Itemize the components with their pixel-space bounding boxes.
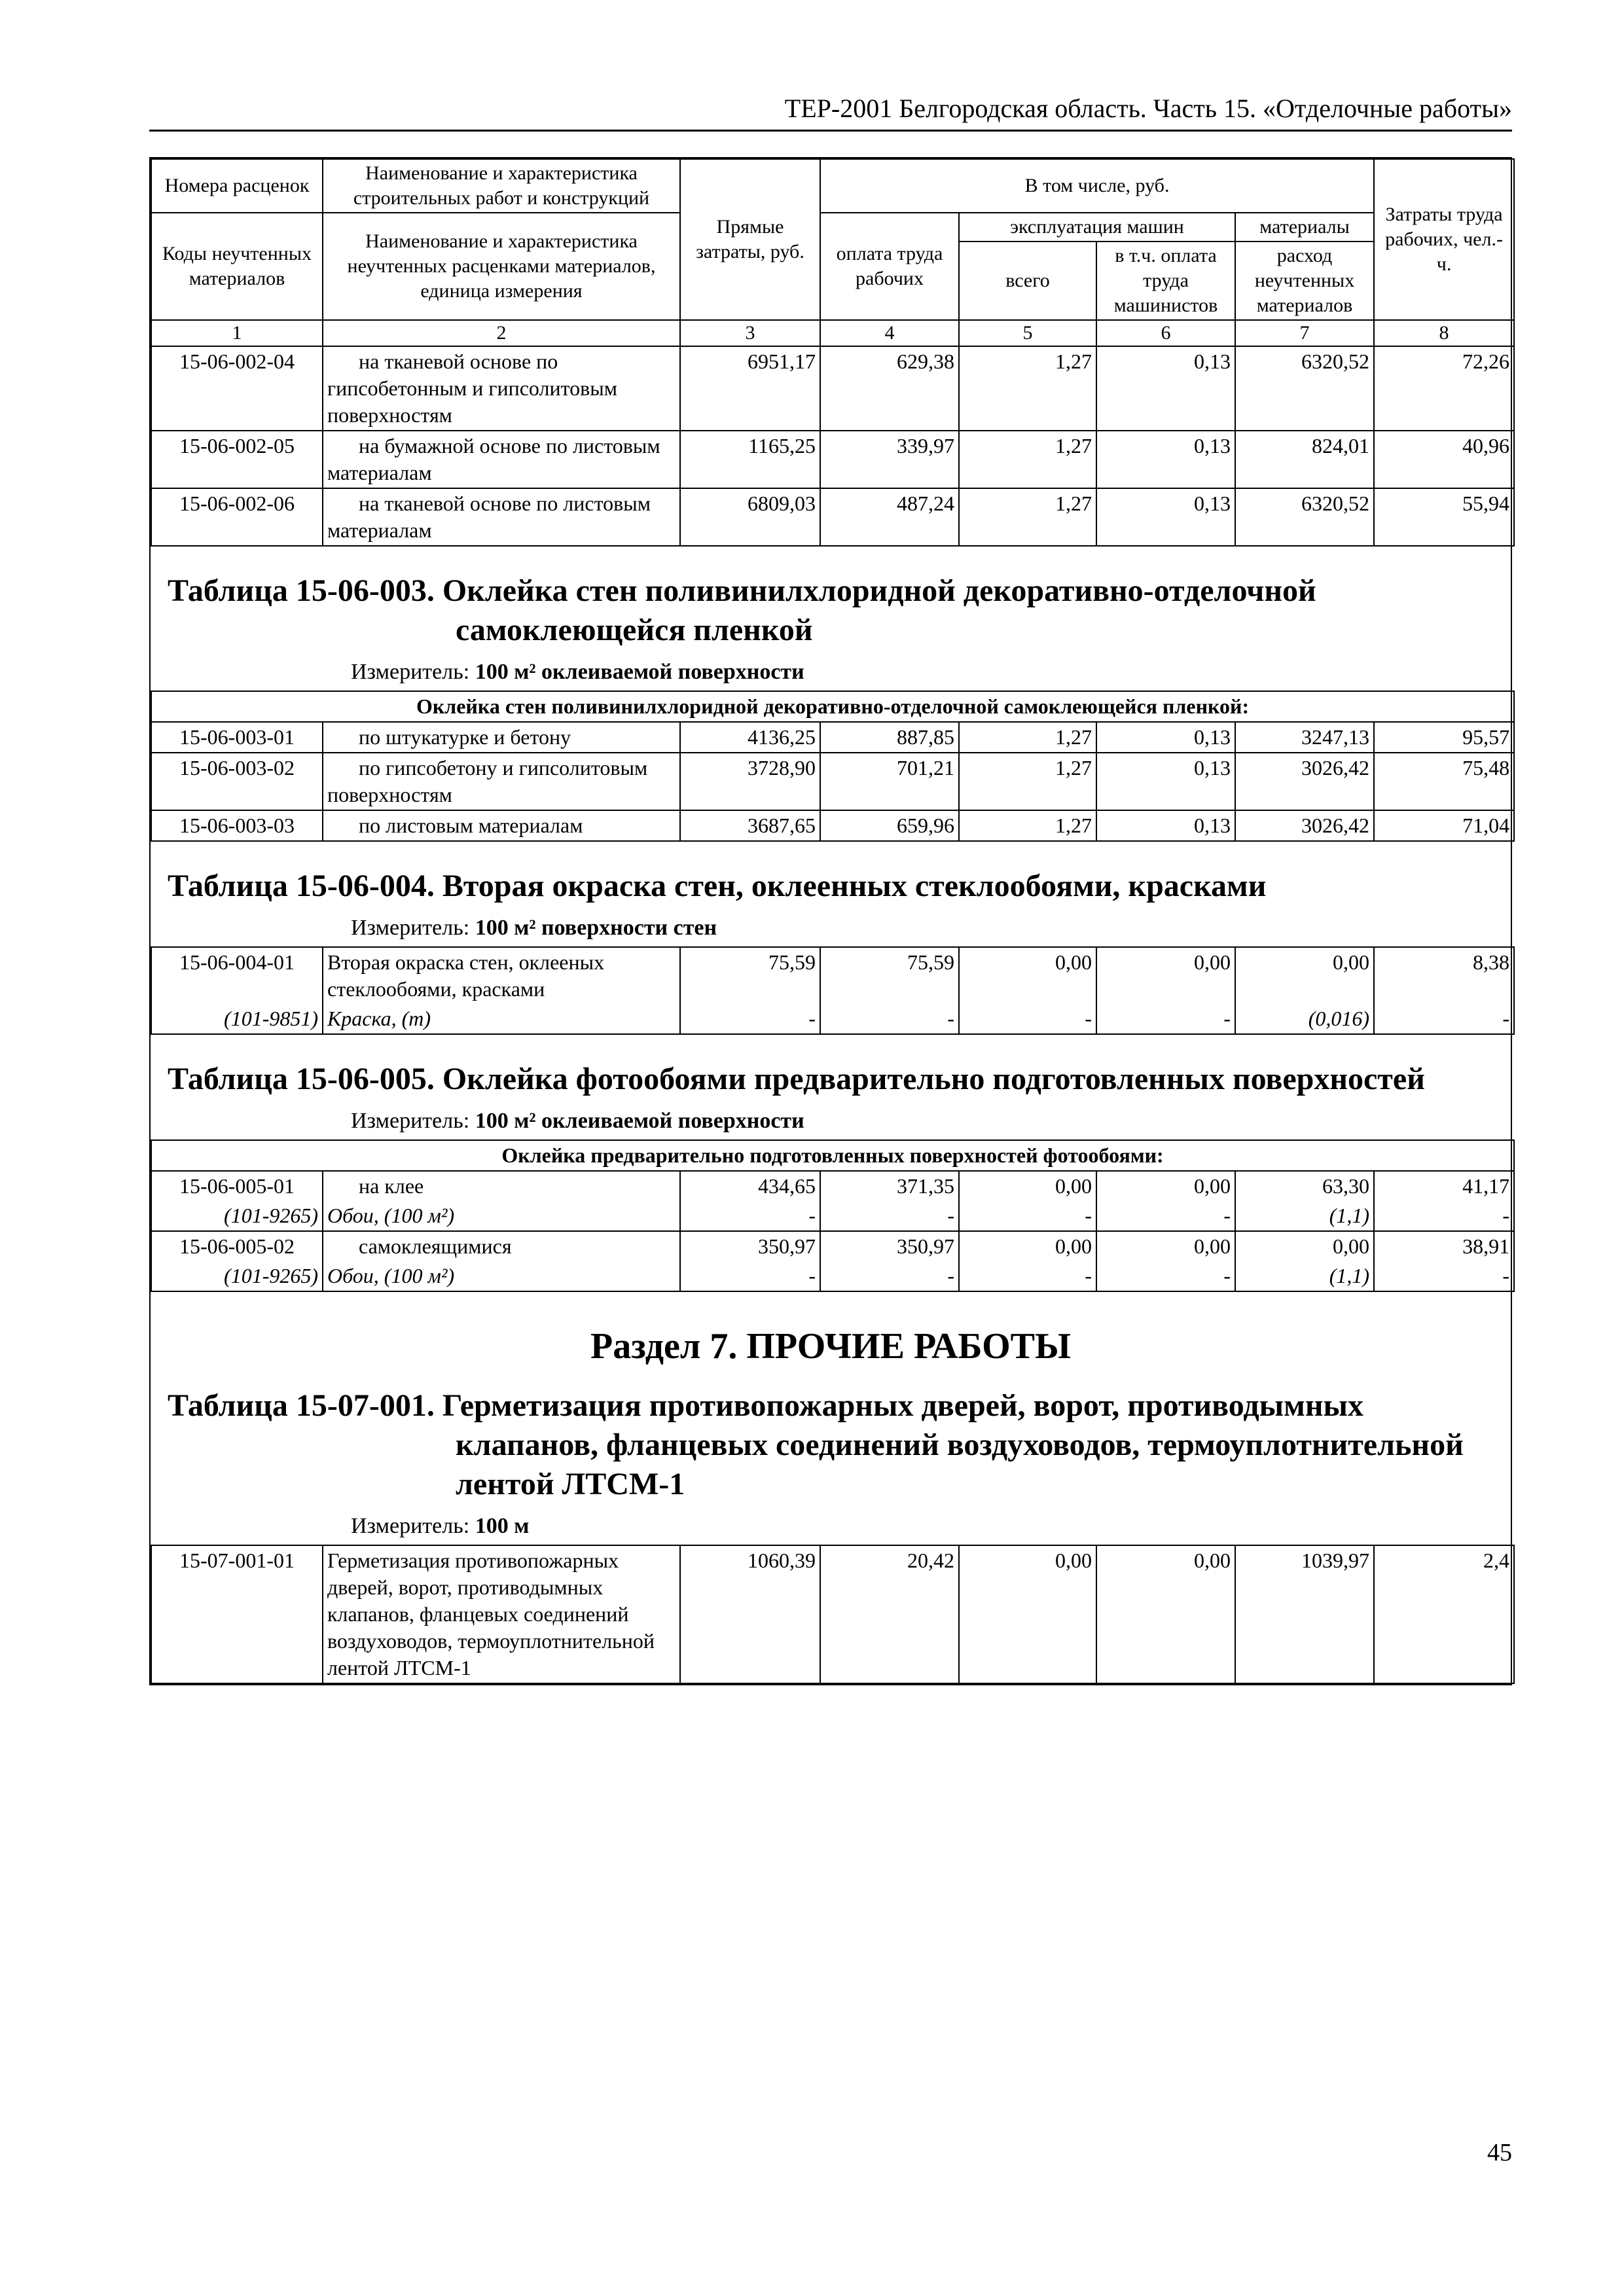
- labor-hours: 71,04: [1374, 810, 1514, 841]
- rate-name: на тканевой основе по гипсобетонным и гипсолитовым поверхностям: [323, 346, 680, 431]
- material-row: [151, 1261, 1514, 1291]
- table-subheading: Оклейка предварительно подготовленных поверхностей фотообоями:: [151, 1140, 1514, 1171]
- rate-name: по гипсобетону и гипсолитовым поверхностям: [323, 753, 680, 810]
- dash: -: [820, 1201, 959, 1231]
- col-number: 6: [1096, 320, 1235, 346]
- direct-cost: 3728,90: [680, 753, 820, 810]
- materials-cost: 63,30: [1235, 1171, 1374, 1201]
- meter-value: 100 м: [475, 1514, 530, 1538]
- rate-name: по штукатурке и бетону: [323, 722, 680, 753]
- rate-name: на бумажной основе по листовым материалам: [323, 431, 680, 488]
- labor-hours: 2,4: [1374, 1545, 1514, 1683]
- machines-cost: 1,27: [959, 346, 1096, 431]
- col-number: 4: [820, 320, 959, 346]
- col-code-bottom: Коды неучтенных материалов: [151, 213, 323, 320]
- materials-cost: 3026,42: [1235, 753, 1374, 810]
- dash: -: [820, 1004, 959, 1034]
- dash: -: [1374, 1201, 1514, 1231]
- table-title: Таблица 15-07-001. Герметизация противопожарных дверей, ворот, противодымных клапанов, фланцевых соединений воздуховодов, термоуплотнительной лентой ЛТСМ-1: [168, 1388, 1464, 1501]
- labor-hours: 75,48: [1374, 753, 1514, 810]
- rate-code: 15-07-001-01: [151, 1545, 323, 1683]
- table-row: [151, 753, 1514, 810]
- material-code: (101-9851): [151, 1004, 323, 1034]
- meter: [168, 1512, 1503, 1541]
- material-row: [151, 1004, 1514, 1034]
- col-labor: Затраты труда рабочих, чел.-ч.: [1374, 159, 1514, 320]
- material-row: [151, 1201, 1514, 1231]
- materials-cost: 1039,97: [1235, 1545, 1374, 1683]
- machinists-pay: 0,13: [1096, 810, 1235, 841]
- labor-pay: 350,97: [820, 1231, 959, 1261]
- table-row: [151, 431, 1514, 488]
- col-labor-pay: оплата труда рабочих: [820, 213, 959, 320]
- col-number: 5: [959, 320, 1096, 346]
- labor-hours: 41,17: [1374, 1171, 1514, 1201]
- machinists-pay: 0,00: [1096, 1545, 1235, 1683]
- col-number: 3: [680, 320, 820, 346]
- materials-cost: 6320,52: [1235, 488, 1374, 546]
- dash: -: [820, 1261, 959, 1291]
- col-materials-use: расход неучтенных материалов: [1235, 242, 1374, 320]
- labor-pay: 629,38: [820, 346, 959, 431]
- machinists-pay: 0,13: [1096, 346, 1235, 431]
- running-header: ТЕР-2001 Белгородская область. Часть 15. «Отделочные работы»: [149, 93, 1512, 132]
- material-amount: (0,016): [1235, 1004, 1374, 1034]
- rate-name: по листовым материалам: [323, 810, 680, 841]
- material-name: Обои, (100 м²): [323, 1261, 680, 1291]
- rate-code: 15-06-005-01: [151, 1171, 323, 1201]
- material-name: Краска, (т): [323, 1004, 680, 1034]
- labor-pay: 487,24: [820, 488, 959, 546]
- material-amount: (1,1): [1235, 1201, 1374, 1231]
- machinists-pay: 0,13: [1096, 722, 1235, 753]
- materials-cost: 0,00: [1235, 947, 1374, 1004]
- machinists-pay: 0,13: [1096, 753, 1235, 810]
- table-title: Таблица 15-06-005. Оклейка фотообоями предварительно подготовленных поверхностей: [168, 1062, 1425, 1096]
- meter-label: Измеритель:: [351, 1109, 470, 1133]
- labor-pay: 701,21: [820, 753, 959, 810]
- table-row: [151, 722, 1514, 753]
- table-row: [151, 346, 1514, 431]
- table-title: Таблица 15-06-004. Вторая окраска стен, оклеенных стеклообоями, красками: [168, 869, 1267, 903]
- rate-code: 15-06-002-05: [151, 431, 323, 488]
- col-incl: В том числе, руб.: [820, 159, 1374, 213]
- col-number: 8: [1374, 320, 1514, 346]
- table-15-06-004: [151, 946, 1515, 1035]
- labor-pay: 339,97: [820, 431, 959, 488]
- table-subheading: Оклейка стен поливинилхлоридной декоративно-отделочной самоклеющейся пленкой:: [151, 691, 1514, 722]
- table-row: [151, 947, 1514, 1004]
- col-number: 7: [1235, 320, 1374, 346]
- rate-code: 15-06-002-04: [151, 346, 323, 431]
- meter-value: 100 м² оклеиваемой поверхности: [475, 660, 804, 684]
- table-row: [151, 488, 1514, 546]
- rate-code: 15-06-003-03: [151, 810, 323, 841]
- rate-name: на тканевой основе по листовым материалам: [323, 488, 680, 546]
- dash: -: [680, 1261, 820, 1291]
- labor-pay: 659,96: [820, 810, 959, 841]
- dash: -: [1374, 1004, 1514, 1034]
- labor-pay: 887,85: [820, 722, 959, 753]
- labor-hours: 55,94: [1374, 488, 1514, 546]
- dash: -: [1096, 1004, 1235, 1034]
- table-15-07-001: [151, 1545, 1515, 1684]
- rates-document: [149, 157, 1512, 1685]
- materials-cost: 824,01: [1235, 431, 1374, 488]
- dash: -: [1096, 1261, 1235, 1291]
- direct-cost: 6809,03: [680, 488, 820, 546]
- rate-name: Вторая окраска стен, оклееных стеклообоями, красками: [323, 947, 680, 1004]
- meter: [168, 914, 1503, 942]
- col-direct: Прямые затраты, руб.: [680, 159, 820, 320]
- direct-cost: 6951,17: [680, 346, 820, 431]
- machines-cost: 1,27: [959, 722, 1096, 753]
- machinists-pay: 0,13: [1096, 488, 1235, 546]
- meter-label: Измеритель:: [351, 1514, 470, 1538]
- meter-value: 100 м² оклеиваемой поверхности: [475, 1109, 804, 1133]
- meter: [168, 658, 1503, 687]
- col-name-top: Наименование и характеристика строительных работ и конструкций: [323, 159, 680, 213]
- labor-hours: 95,57: [1374, 722, 1514, 753]
- labor-pay: 75,59: [820, 947, 959, 1004]
- machines-cost: 1,27: [959, 431, 1096, 488]
- col-code-top: Номера расценок: [151, 159, 323, 213]
- table-row: [151, 1231, 1514, 1261]
- direct-cost: 434,65: [680, 1171, 820, 1201]
- table-15-06-003-heading: [151, 547, 1511, 691]
- machinists-pay: 0,00: [1096, 1171, 1235, 1201]
- table-row: [151, 1545, 1514, 1683]
- dash: -: [1374, 1261, 1514, 1291]
- labor-pay: 371,35: [820, 1171, 959, 1201]
- labor-hours: 38,91: [1374, 1231, 1514, 1261]
- rate-code: 15-06-005-02: [151, 1231, 323, 1261]
- machinists-pay: 0,00: [1096, 1231, 1235, 1261]
- direct-cost: 75,59: [680, 947, 820, 1004]
- labor-hours: 8,38: [1374, 947, 1514, 1004]
- direct-cost: 1060,39: [680, 1545, 820, 1683]
- material-amount: (1,1): [1235, 1261, 1374, 1291]
- direct-cost: 4136,25: [680, 722, 820, 753]
- machines-cost: 1,27: [959, 488, 1096, 546]
- meter-label: Измеритель:: [351, 916, 470, 940]
- meter: [168, 1107, 1503, 1136]
- table-15-07-001-heading: [151, 1382, 1511, 1545]
- machines-cost: 1,27: [959, 810, 1096, 841]
- labor-pay: 20,42: [820, 1545, 959, 1683]
- labor-hours: 72,26: [1374, 346, 1514, 431]
- table-row: [151, 810, 1514, 841]
- section-title: Раздел 7. ПРОЧИЕ РАБОТЫ: [590, 1326, 1071, 1367]
- materials-cost: 0,00: [1235, 1231, 1374, 1261]
- table-15-06-005-heading: [151, 1035, 1511, 1139]
- rate-name: на клее: [323, 1171, 680, 1201]
- materials-cost: 3026,42: [1235, 810, 1374, 841]
- rate-code: 15-06-003-02: [151, 753, 323, 810]
- rate-code: 15-06-004-01: [151, 947, 323, 1004]
- rate-name: самоклеящимися: [323, 1231, 680, 1261]
- rate-code: 15-06-002-06: [151, 488, 323, 546]
- meter-value: 100 м² поверхности стен: [475, 916, 717, 940]
- dash: -: [959, 1261, 1096, 1291]
- rate-name: Герметизация противопожарных дверей, ворот, противодымных клапанов, фланцевых соединений воздуховодов, термоуплотнительной лентой ЛТСМ-1: [323, 1545, 680, 1683]
- meter-label: Измеритель:: [351, 660, 470, 684]
- table-15-06-003: [151, 691, 1515, 842]
- machines-cost: 1,27: [959, 753, 1096, 810]
- machines-cost: 0,00: [959, 947, 1096, 1004]
- dash: -: [680, 1004, 820, 1034]
- materials-cost: 6320,52: [1235, 346, 1374, 431]
- direct-cost: 350,97: [680, 1231, 820, 1261]
- table-row: [151, 1171, 1514, 1201]
- col-materials: материалы: [1235, 213, 1374, 242]
- machines-cost: 0,00: [959, 1171, 1096, 1201]
- col-name-bottom: Наименование и характеристика неучтенных расценками материалов, единица измерения: [323, 213, 680, 320]
- machines-cost: 0,00: [959, 1231, 1096, 1261]
- material-code: (101-9265): [151, 1201, 323, 1231]
- machinists-pay: 0,13: [1096, 431, 1235, 488]
- table-15-06-005: [151, 1139, 1515, 1292]
- col-number: 2: [323, 320, 680, 346]
- rates-table-header: [151, 158, 1515, 547]
- col-machines: эксплуатация машин: [959, 213, 1235, 242]
- page-number: 45: [1487, 2139, 1512, 2166]
- dash: -: [680, 1201, 820, 1231]
- dash: -: [959, 1201, 1096, 1231]
- direct-cost: 1165,25: [680, 431, 820, 488]
- rate-code: 15-06-003-01: [151, 722, 323, 753]
- materials-cost: 3247,13: [1235, 722, 1374, 753]
- labor-hours: 40,96: [1374, 431, 1514, 488]
- machinists-pay: 0,00: [1096, 947, 1235, 1004]
- machines-cost: 0,00: [959, 1545, 1096, 1683]
- col-machinists-pay: в т.ч. оплата труда машинистов: [1096, 242, 1235, 320]
- table-title: Таблица 15-06-003. Оклейка стен поливинилхлоридной декоративно-отделочной самоклеющейся пленкой: [168, 573, 1316, 647]
- direct-cost: 3687,65: [680, 810, 820, 841]
- dash: -: [959, 1004, 1096, 1034]
- dash: -: [1096, 1201, 1235, 1231]
- col-machines-total: всего: [959, 242, 1096, 320]
- table-15-06-004-heading: [151, 842, 1511, 946]
- material-code: (101-9265): [151, 1261, 323, 1291]
- col-number: 1: [151, 320, 323, 346]
- material-name: Обои, (100 м²): [323, 1201, 680, 1231]
